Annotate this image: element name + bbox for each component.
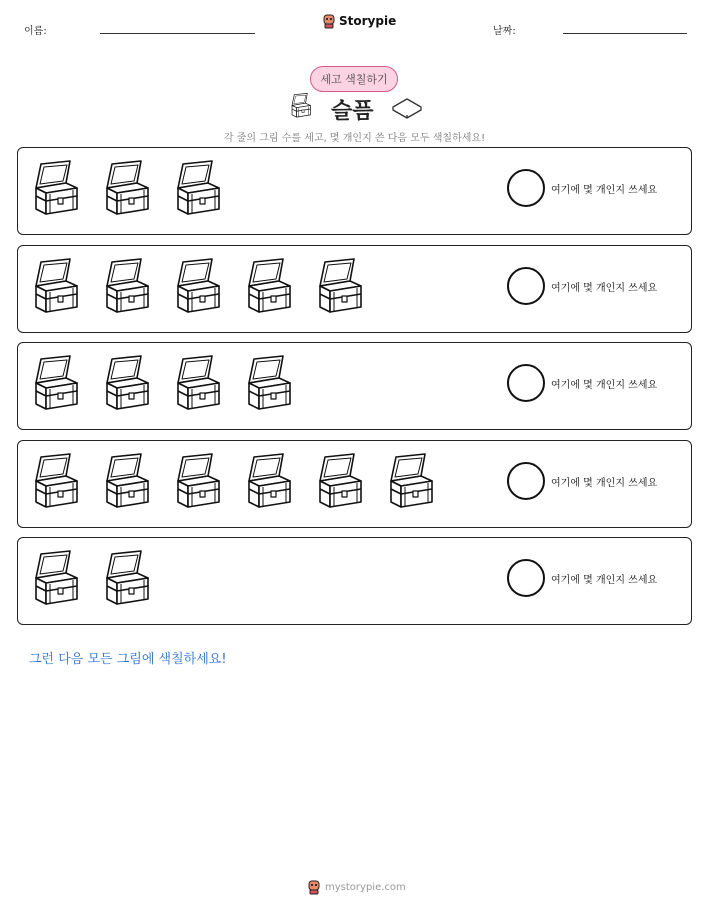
chest-group	[30, 158, 224, 216]
page-title: 슬픔	[331, 99, 374, 124]
treasure-chest-icon	[172, 353, 224, 411]
open-book-icon	[391, 95, 423, 119]
treasure-chest-icon	[243, 256, 295, 314]
answer-circle[interactable]	[507, 462, 545, 500]
treasure-chest-icon	[30, 158, 82, 216]
brand-logo	[322, 13, 396, 29]
treasure-chest-icon	[314, 256, 366, 314]
answer-circle[interactable]	[507, 364, 545, 402]
footer-site: mystorypie.com	[325, 881, 406, 893]
count-row	[17, 342, 692, 430]
treasure-chest-icon	[243, 451, 295, 509]
name-label: 이름:	[24, 26, 47, 37]
name-line	[100, 33, 255, 34]
date-line	[563, 33, 687, 34]
treasure-chest-icon	[30, 256, 82, 314]
storypie-mascot-icon	[322, 13, 336, 29]
worksheet-tag: 세고 색칠하기	[310, 66, 398, 92]
treasure-chest-icon	[172, 451, 224, 509]
chest-group	[30, 256, 366, 314]
chest-group	[30, 548, 153, 606]
instruction-text: 각 줄의 그림 수를 세고, 몇 개인지 쓴 다음 모두 색칠하세요!	[223, 133, 486, 144]
treasure-chest-icon	[243, 353, 295, 411]
treasure-chest-icon	[30, 548, 82, 606]
treasure-chest-icon	[101, 548, 153, 606]
answer-prompt: 여기에 몇 개인지 쓰세요	[551, 478, 658, 489]
treasure-chest-icon	[172, 158, 224, 216]
final-instruction: 그런 다음 모든 그림에 색칠하세요!	[29, 652, 227, 667]
treasure-chest-icon	[101, 158, 153, 216]
answer-prompt: 여기에 몇 개인지 쓰세요	[551, 283, 658, 294]
answer-circle[interactable]	[507, 169, 545, 207]
count-row	[17, 537, 692, 625]
treasure-chest-icon	[101, 353, 153, 411]
answer-prompt: 여기에 몇 개인지 쓰세요	[551, 185, 658, 196]
treasure-chest-icon	[101, 451, 153, 509]
answer-prompt: 여기에 몇 개인지 쓰세요	[551, 380, 658, 391]
treasure-chest-icon	[287, 92, 315, 118]
answer-prompt: 여기에 몇 개인지 쓰세요	[551, 575, 658, 586]
count-row	[17, 147, 692, 235]
treasure-chest-icon	[385, 451, 437, 509]
treasure-chest-icon	[314, 451, 366, 509]
answer-circle[interactable]	[507, 267, 545, 305]
date-label: 날짜:	[493, 26, 516, 37]
answer-circle[interactable]	[507, 559, 545, 597]
treasure-chest-icon	[172, 256, 224, 314]
treasure-chest-icon	[30, 353, 82, 411]
chest-group	[30, 353, 295, 411]
brand-name: Storypie	[339, 14, 397, 28]
treasure-chest-icon	[101, 256, 153, 314]
count-row	[17, 245, 692, 333]
chest-group	[30, 451, 437, 509]
treasure-chest-icon	[30, 451, 82, 509]
count-row	[17, 440, 692, 528]
footer	[307, 879, 406, 895]
storypie-mascot-icon	[307, 879, 321, 895]
